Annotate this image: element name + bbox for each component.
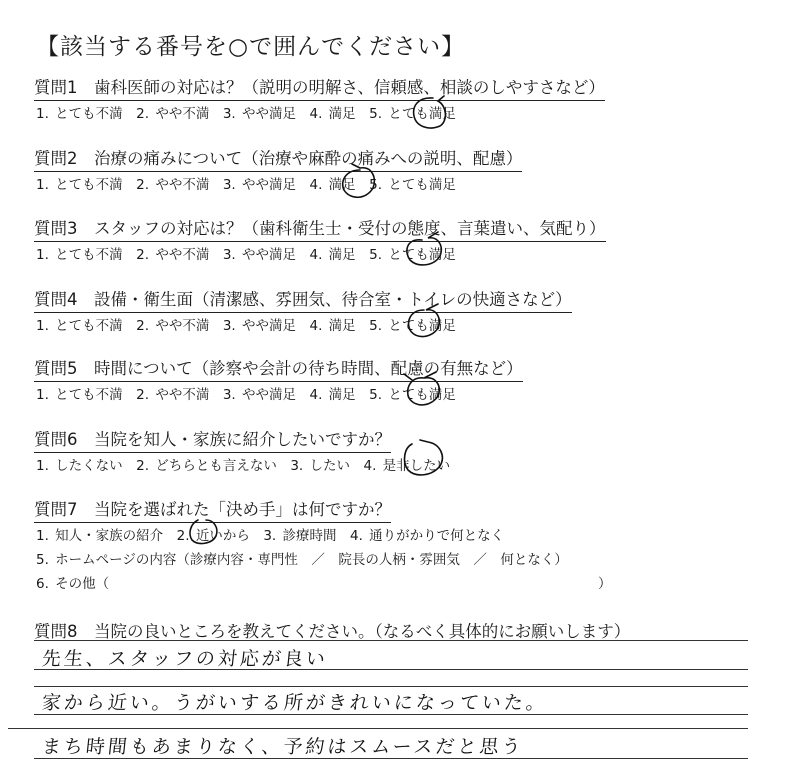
handwritten-answer-1[interactable]: 先生、スタッフの対応が良い (40, 648, 330, 670)
answer-circle-q6 (405, 440, 443, 475)
question-2-title: 質問2 治療の痛みについて（治療や麻酔の痛みへの説明、配慮） (34, 145, 522, 172)
question-4-options[interactable]: 1. とても不満 2. やや不満 3. やや満足 4. 満足 5. とても満足 (36, 318, 456, 334)
question-4-title: 質問4 設備・衛生面（清潔感、雰囲気、待合室・トイレの快適さなど） (34, 286, 572, 313)
question-5-title: 質問5 時間について（診察や会計の待ち時間、配慮の有無など） (34, 355, 523, 382)
question-7-option-5[interactable]: 5. ホームページの内容（診療内容・専門性 ／ 院長の人柄・雰囲気 ／ 何となく） (36, 552, 568, 568)
question-7-options[interactable]: 1. 知人・家族の紹介 2. 近いから 3. 診療時間 4. 通りがかりで何となく (36, 528, 505, 544)
question-6-options[interactable]: 1. したくない 2. どちらとも言えない 3. したい 4. 是非したい (36, 458, 451, 474)
answer-circle-q4 (409, 304, 440, 337)
question-5-options[interactable]: 1. とても不満 2. やや不満 3. やや満足 4. 満足 5. とても満足 (36, 387, 456, 403)
question-7-title: 質問7 当院を選ばれた「決め手」は何ですか？ (34, 496, 391, 523)
answer-circle-q3 (407, 232, 441, 265)
question-3-title: 質問3 スタッフの対応は？（歯科衛生士・受付の態度、言葉遣い、気配り） (34, 215, 606, 242)
answer-circle-q5 (404, 372, 439, 405)
form-title: 【該当する番号を○で囲んでください】 (36, 34, 466, 60)
answer-circle-q2 (343, 164, 375, 197)
question-3-options[interactable]: 1. とても不満 2. やや不満 3. やや満足 4. 満足 5. とても満足 (36, 247, 456, 263)
handwritten-answer-2[interactable]: 家から近い。うがいする所がきれいになっていた。 (40, 692, 550, 714)
answer-circle-q1 (414, 96, 446, 128)
question-1-title: 質問1 歯科医師の対応は？（説明の明解さ、信頼感、相談のしやすさなど） (34, 74, 605, 101)
question-7-close-paren: ） (598, 576, 612, 592)
question-2-options[interactable]: 1. とても不満 2. やや不満 3. やや満足 4. 満足 5. とても満足 (36, 177, 456, 193)
question-6-title: 質問6 当院を知人・家族に紹介したいですか？ (34, 426, 391, 453)
handwritten-answer-3[interactable]: まち時間もあまりなく、予約はスムースだと思う (40, 736, 525, 758)
question-1-options[interactable]: 1. とても不満 2. やや不満 3. やや満足 4. 満足 5. とても満足 (36, 106, 456, 122)
question-7-option-6[interactable]: 6. その他（ (36, 576, 110, 592)
answer-circle-q7 (190, 520, 217, 543)
question-8-title: 質問8 当院の良いところを教えてください。（なるべく具体的にお願いします） (34, 622, 631, 641)
